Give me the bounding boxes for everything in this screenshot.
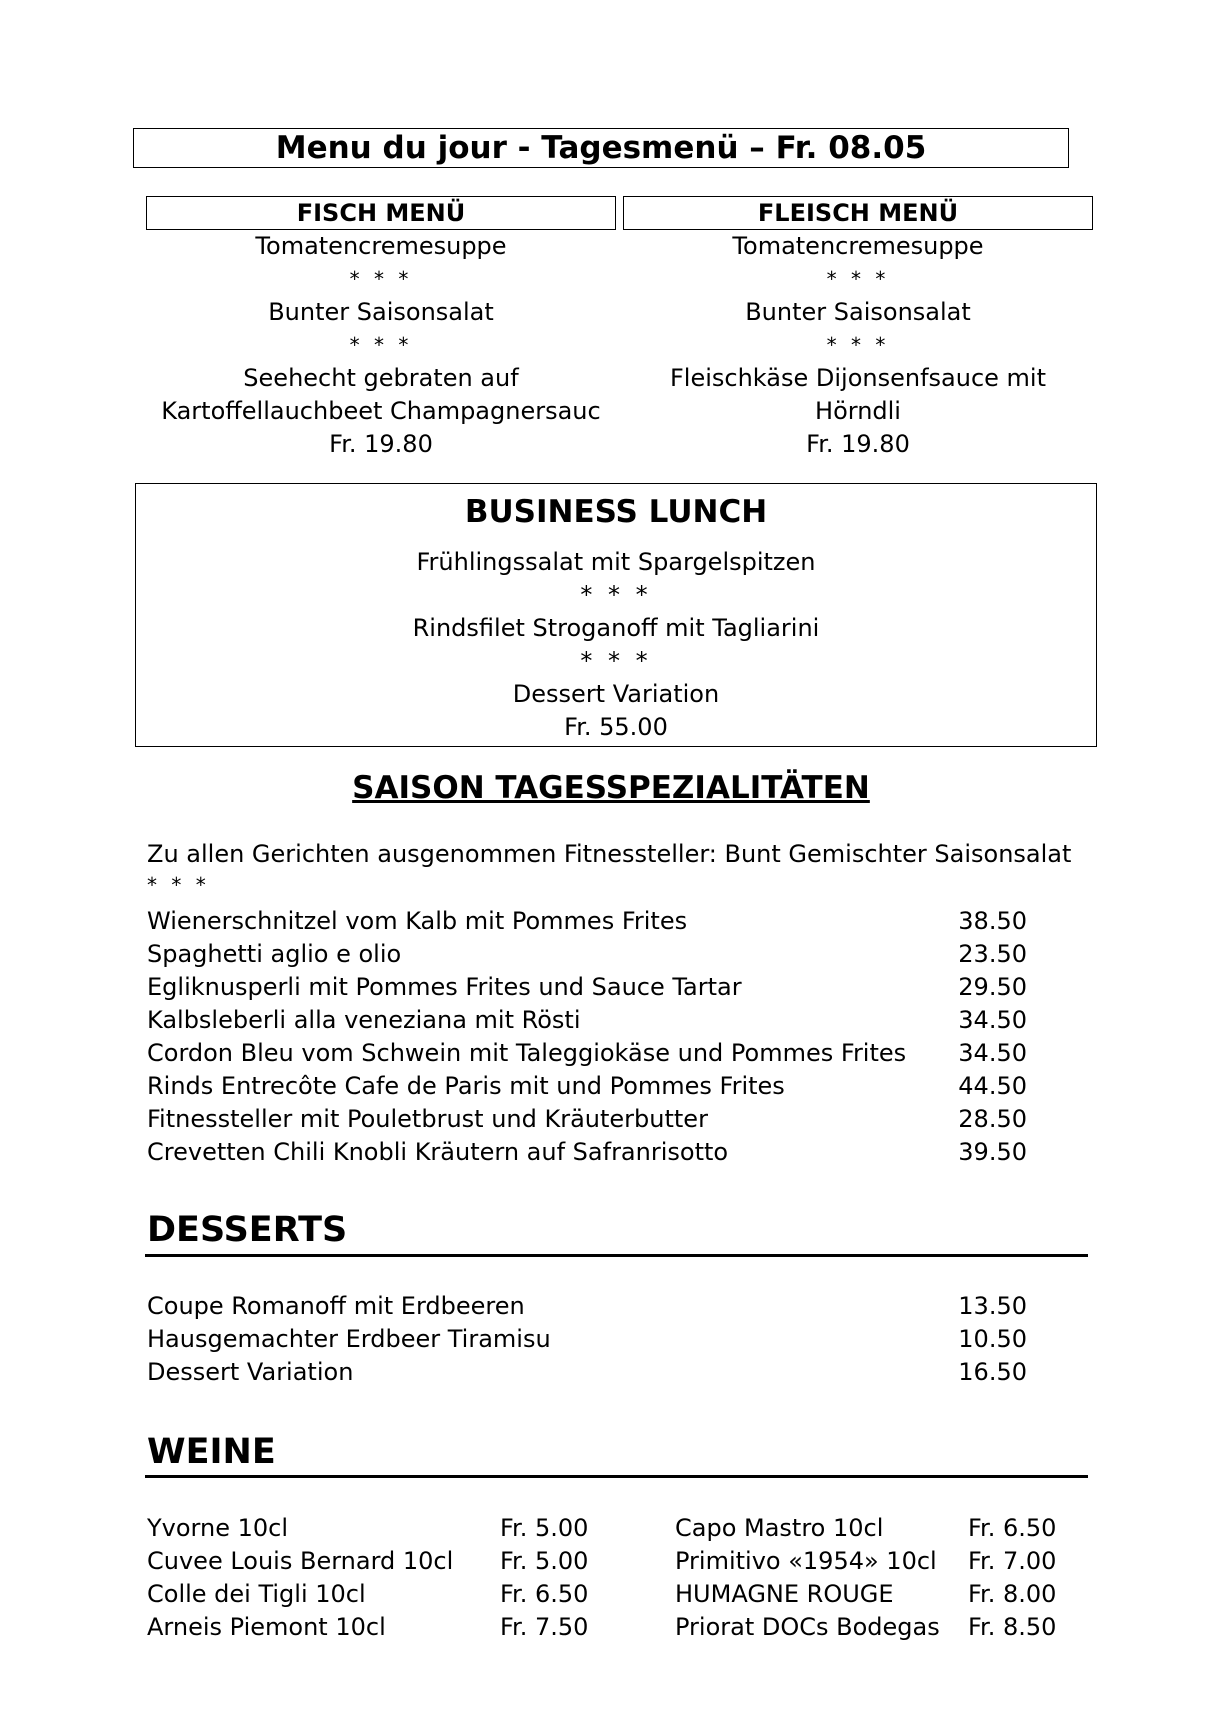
wine-name: Yvorne 10cl: [147, 1514, 288, 1542]
weine-heading: WEINE: [147, 1432, 276, 1472]
item-name: Dessert Variation: [147, 1358, 354, 1386]
fisch-menu: [146, 196, 616, 461]
dessert-item: [147, 1323, 1027, 1356]
wine-name: Arneis Piemont 10cl: [147, 1613, 386, 1641]
saison-separator: * * *: [147, 873, 210, 897]
item-name: Rinds Entrecôte Cafe de Paris mit und Pommes Frites: [147, 1072, 785, 1100]
wine-name: HUMAGNE ROUGE: [675, 1580, 894, 1608]
desserts-divider: [145, 1254, 1088, 1257]
wine-name: Cuvee Louis Bernard 10cl: [147, 1547, 454, 1575]
item-name: Kalbsleberli alla veneziana mit Rösti: [147, 1006, 581, 1034]
fleisch-menu-heading: FLEISCH MENÜ: [623, 196, 1093, 230]
item-name: Cordon Bleu vom Schwein mit Taleggiokäse und Pommes Frites: [147, 1039, 907, 1067]
item-price: 34.50: [958, 1006, 1027, 1034]
item-price: 13.50: [958, 1292, 1027, 1320]
fisch-separator: * * *: [349, 333, 413, 357]
wine-price: Fr. 8.50: [968, 1613, 1057, 1641]
item-price: 39.50: [958, 1138, 1027, 1166]
wine-price: Fr. 5.00: [500, 1514, 589, 1542]
saison-item: [147, 938, 1027, 971]
wine-name: Colle dei Tigli 10cl: [147, 1580, 366, 1608]
item-price: 28.50: [958, 1105, 1027, 1133]
item-price: 23.50: [958, 940, 1027, 968]
item-name: Spaghetti aglio e olio: [147, 940, 402, 968]
business-line: Frühlingssalat mit Spargelspitzen: [416, 548, 816, 576]
fisch-line: Tomatencremesuppe: [255, 232, 507, 260]
business-separator: * * *: [580, 647, 652, 675]
fleisch-menu: [623, 196, 1093, 461]
fisch-separator: * * *: [349, 267, 413, 291]
fleisch-price: Fr. 19.80: [806, 430, 910, 458]
fleisch-line: Fleischkäse Dijonsenfsauce mit: [669, 364, 1046, 392]
item-name: Wienerschnitzel vom Kalb mit Pommes Frites: [147, 907, 688, 935]
wine-price: Fr. 7.00: [968, 1547, 1057, 1575]
item-price: 38.50: [958, 907, 1027, 935]
saison-item: [147, 1004, 1027, 1037]
wine-name: Capo Mastro 10cl: [675, 1514, 884, 1542]
dessert-item: [147, 1356, 1027, 1389]
fisch-line: Bunter Saisonsalat: [268, 298, 494, 326]
business-lunch-heading: BUSINESS LUNCH: [464, 494, 768, 530]
business-separator: * * *: [580, 581, 652, 609]
wine-price: Fr. 6.50: [968, 1514, 1057, 1542]
item-price: 29.50: [958, 973, 1027, 1001]
saison-item: [147, 971, 1027, 1004]
saison-item: [147, 905, 1027, 938]
wine-name: Primitivo «1954» 10cl: [675, 1547, 937, 1575]
wine-price: Fr. 7.50: [500, 1613, 589, 1641]
saison-item: [147, 1136, 1027, 1169]
wine-price: Fr. 6.50: [500, 1580, 589, 1608]
wine-price: Fr. 5.00: [500, 1547, 589, 1575]
saison-item: [147, 1070, 1027, 1103]
item-name: Hausgemachter Erdbeer Tiramisu: [147, 1325, 551, 1353]
business-lunch-box: [135, 483, 1097, 747]
business-price: Fr. 55.00: [564, 713, 668, 741]
item-name: Fitnessteller mit Pouletbrust und Kräuterbutter: [147, 1105, 708, 1133]
item-price: 44.50: [958, 1072, 1027, 1100]
item-name: Crevetten Chili Knobli Kräutern auf Safranrisotto: [147, 1138, 729, 1166]
fleisch-line: Bunter Saisonsalat: [745, 298, 971, 326]
saison-item: [147, 1037, 1027, 1070]
saison-intro: Zu allen Gerichten ausgenommen Fitnessteller: Bunt Gemischter Saisonsalat: [147, 840, 1072, 868]
business-line: Dessert Variation: [512, 680, 720, 708]
saison-item: [147, 1103, 1027, 1136]
fisch-line: Kartoffellauchbeet Champagnersauc: [161, 397, 601, 425]
fisch-price: Fr. 19.80: [329, 430, 433, 458]
item-price: 10.50: [958, 1325, 1027, 1353]
fisch-menu-heading: FISCH MENÜ: [146, 196, 616, 230]
wine-price: Fr. 8.00: [968, 1580, 1057, 1608]
fleisch-line: Hörndli: [815, 397, 901, 425]
fleisch-separator: * * *: [826, 267, 890, 291]
page-title: Menu du jour - Tagesmenü – Fr. 08.05: [133, 128, 1069, 168]
fleisch-separator: * * *: [826, 333, 890, 357]
fisch-line: Seehecht gebraten auf: [243, 364, 519, 392]
wine-name: Priorat DOCs Bodegas: [675, 1613, 940, 1641]
dessert-item: [147, 1290, 1027, 1323]
desserts-heading: DESSERTS: [147, 1210, 348, 1250]
item-price: 16.50: [958, 1358, 1027, 1386]
item-price: 34.50: [958, 1039, 1027, 1067]
item-name: Coupe Romanoff mit Erdbeeren: [147, 1292, 525, 1320]
saison-heading: SAISON TAGESSPEZIALITÄTEN: [352, 770, 870, 806]
business-line: Rindsfilet Stroganoff mit Tagliarini: [412, 614, 820, 642]
item-name: Egliknusperli mit Pommes Frites und Sauce Tartar: [147, 973, 742, 1001]
fleisch-line: Tomatencremesuppe: [732, 232, 984, 260]
weine-divider: [145, 1475, 1088, 1478]
